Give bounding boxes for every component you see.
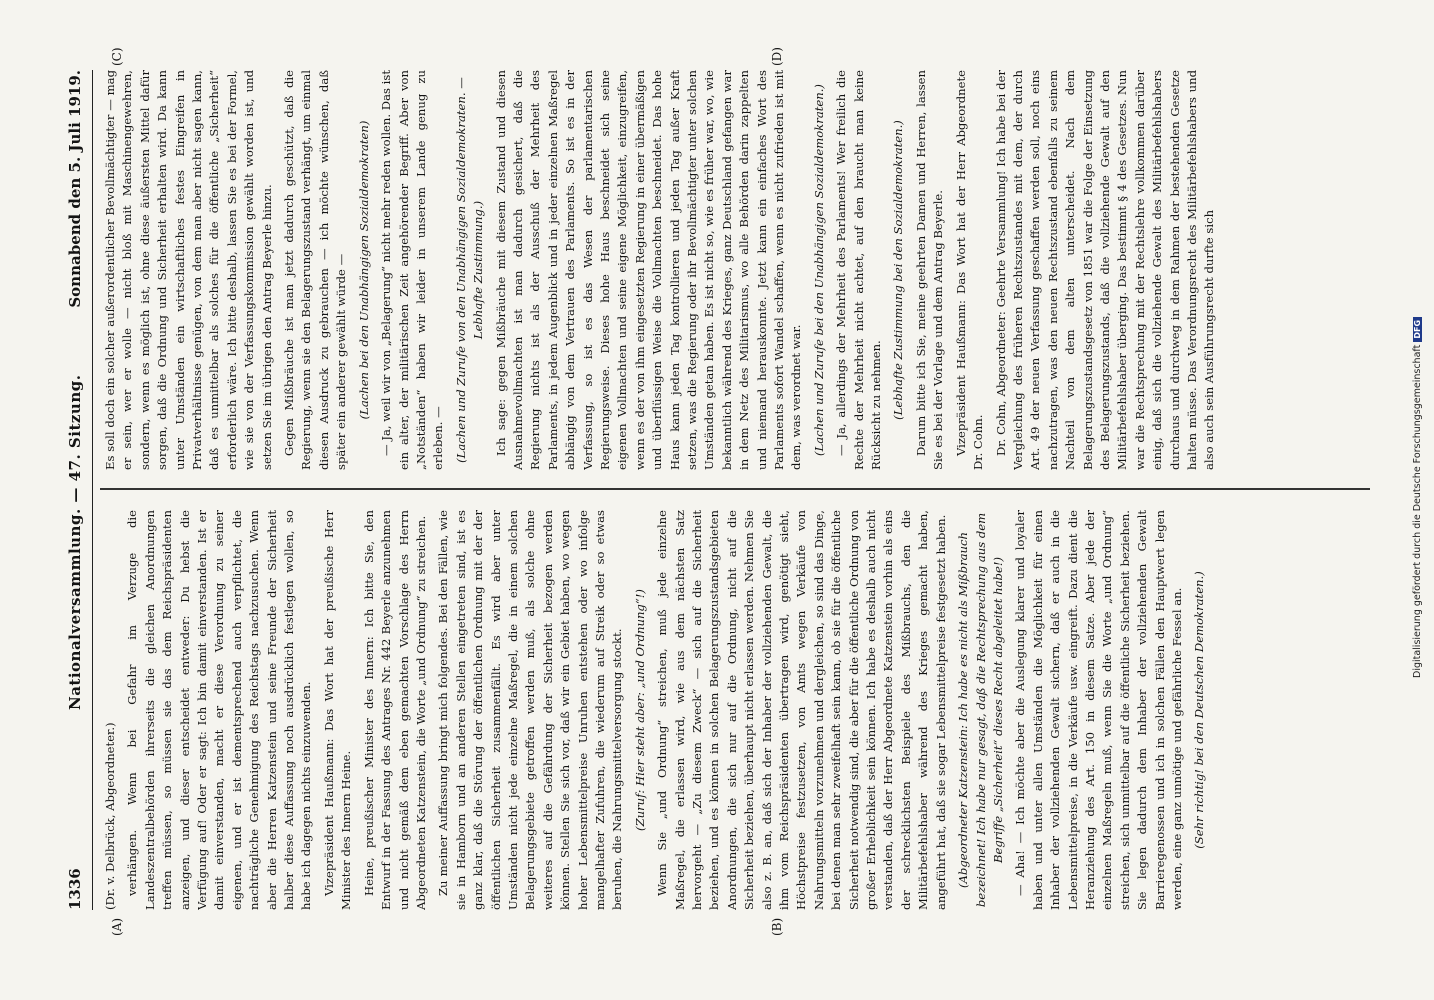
page-number: 1336: [66, 868, 84, 910]
left-column-paragraph: — Aha! — Ich möchte aber die Auslegung klarer und loyaler haben und unter allen Umständen die Möglichkeit für einen Inhaber der vollziehenden Gewalt sichern, daß er auch in die Lebensmittelpreise, in die Verkäufe usw. eingreift. Dazu dient die Heranziehung des Art. 150 in diesem Satze. Aber jede der einzelnen Maßregeln muß, wenn Sie die Worte „und Ordnung“ streichen, sich unmittelbar auf die öffentliche Sicherheit beziehen. Sie legen dadurch dem Inhaber der vollziehenden Gewalt Barrieregenossen und ich in solchen Fällen den Hauptwert legen werden, eine ganz unnötige und gefährliche Fessel an.: [1013, 510, 1184, 910]
right-column-paragraph: Vizepräsident Haußmann: Das Wort hat der Herr Abgeordnete Dr. Cohn.: [953, 70, 986, 470]
right-column-paragraph: Dr. Cohn, Abgeordneter: Geehrte Versammlung! Ich habe bei der Vergleichung des früheren Rechtszustandes mit dem, der durch Art. 49 der neuen Verfassung geschaffen werden soll, noch eins nachzutragen, was den neuen Rechtszustand ebenfalls zu seinem Nachteil von dem alten unterscheidet. Nach dem Belagerungszustandsgesetz von 1851 war die Folge der Einsetzung des Belagerungszustands, daß die vollziehende Gewalt auf den Militärbefehlshaber überging. Das bestimmt § 4 des Gesetzes. Nun war die Rechtsprechung mit der Rechtslehre vollkommen darüber einig, daß sich die vollziehende Gewalt des Militärbefehlshabers durchaus und durchweg in dem Rahmen der bestehenden Gesetze halten müsse. Das Verordnungsrecht des Militärbefehlshabers und also auch sein Ausführungsrecht durfte sich: [993, 70, 1217, 470]
left-column-paragraph: (Abgeordneter Katzenstein: Ich habe es nicht als Mißbrauch bezeichnet! Ich habe nur gesagt, daß die Rechtsprechung aus dem Begriffe „Sicherheit“ dieses Recht abgeleitet habe!): [956, 512, 1005, 908]
page-date: Sonnabend den 5. Juli 1919.: [66, 70, 84, 308]
right-column-paragraph: — Ja, allerdings der Mehrheit des Parlaments! Wer freilich die Rechte der Mehrheit nicht achtet, auf den braucht man keine Rücksicht zu nehmen.: [834, 70, 884, 470]
printed-sheet: [50, 47, 1390, 950]
page-title: Nationalversammlung. — 47. Sitzung.: [66, 374, 84, 710]
right-column-paragraph: Gegen Mißbräuche ist man jetzt dadurch geschützt, daß die Regierung, wenn sie den Belagerungszustand verhängt, um einmal diesen Ausdruck zu gebrauchen — ich möchte wünschen, daß später ein anderer gewählt würde —: [282, 70, 349, 470]
right-column: [102, 70, 1372, 470]
left-column-paragraph: Vizepräsident Haußmann: Das Wort hat der preußische Herr Minister des Innern Heine.: [321, 510, 354, 910]
dfg-logo: DFG: [1413, 317, 1422, 342]
left-column-paragraph: verhängen. Wenn bei Gefahr im Verzuge die Landeszentralbehörden ihrerseits die gleichen Anordnungen treffen müssen, so müssen sie das dem Reichspräsidenten anzeigen, und dieser entscheidet entweder: Du hebst die Verfügung auf! Oder er sagt: Ich bin damit einverstanden. Ist er damit einverstanden, macht er diese Verordnung zu seiner eigenen, und er ist dementsprechend auch verpflichtet, die nachträgliche Genehmigung des Reichstags nachzusuchen. Wenn aber die Herren Katzenstein und seine Freunde der Sicherheit halber diese Auffassung noch ausdrücklich festlegen wollen, so habe ich dagegen nichts einzuwenden.: [125, 510, 314, 910]
credit-text: Digitalisierung gefördert durch die Deutsche Forschungsgemeinschaft: [1412, 344, 1423, 678]
right-column-paragraph: (Lachen und Zurufe bei den Unabhängigen Sozialdemokraten.): [811, 84, 826, 456]
right-column-paragraph: Es soll doch ein solcher außerordentlicher Bevollmächtigter — mag er sein, wer er wolle — nicht bloß mit Maschinengewehren, sondern, wenn es möglich ist, ohne diese äußersten Mittel dafür sorgen, daß die Ordnung und Sicherheit erhalten wird. Da kann unter Umständen ein wirtschaftliches festes Eingreifen in Privatverhältnisse genügen, von dem man aber nicht sagen kann, daß es unmittelbar als solches für die öffentliche „Sicherheit“ erforderlich wäre. Ich bitte deshalb, lassen Sie es bei der Formel, wie sie von der Verfassungskommission gewählt worden ist, und setzen Sie im übrigen den Antrag Beyerle hinzu.: [103, 70, 274, 470]
left-column-paragraph: Heine, preußischer Minister des Innern: Ich bitte Sie, den Entwurf in der Fassung des Antrages Nr. 442 Beyerle anzunehmen und nicht gemäß dem eben gemachten Vorschlage des Herrn Abgeordneten Katzenstein, die Worte „und Ordnung“ zu streichen.: [361, 510, 428, 910]
left-column-paragraph: (Sehr richtig! bei den Deutschen Demokraten.): [1192, 571, 1207, 849]
marker-a: (A): [110, 917, 124, 936]
right-column-paragraph: — Ja, weil wir von „Belagerung“ nicht mehr reden wollen. Das ist ein alter, der militärischen Zeit angehörender Begriff. Aber von „Notständen“ haben wir leider in unserem Lande genug zu erleben. —: [379, 70, 446, 470]
right-column-paragraph: (Lachen und Zurufe von den Unabhängigen Sozialdemokraten. — Lebhafte Zustimmung.): [453, 77, 486, 463]
marker-b: (B): [770, 917, 784, 936]
right-column-paragraph: Ich sage: gegen Mißbräuche mit diesem Zustand und diesen Ausnahmevollmachten ist man dadurch gesichert, daß die Regierung nichts ist als der Ausschuß der Mehrheit des Parlaments, in jedem Augenblick und in jeder einzelnen Maßregel abhängig von dem Vertrauen des Parlaments. So ist es in der Verfassung, so ist es das Wesen der parlamentarischen Regierungsweise. Dieses hohe Haus beschneidet sich seine eigenen Vollmachten und seine eigene Möglichkeit, einzugreifen, wenn es der von ihm eingesetzten Regierung in einer übermäßigen und überflüssigen Weise die Vollmachten beschneidet. Das hohe Haus kann jeden Tag kontrollieren und jeden Tag außer Kraft setzen, was die Regierung oder ihr Bevollmächtigter unter solchen Umständen getan haben. Es ist nicht so, wie es früher war, wo, wie bekanntlich während des Krieges, ganz Deutschland gefangen war in dem Netz des Militarismus, wo alle Behörden darin zappelten und niemand herauskonnte. Jetzt kann ein einfaches Wort des Parlaments sofort Wandel schaffen, wenn es nicht zufrieden ist mit dem, was verordnet war.: [493, 70, 804, 470]
page-header: [58, 70, 93, 910]
left-column-paragraph: Zu meiner Auffassung bringt mich folgendes. Bei den Fällen, wie sie in Hamborn und an anderen Stellen eingetreten sind, ist es ganz klar, daß die Störung der öffentlichen Ordnung mit der der öffentlichen Sicherheit zusammenfällt. Es wird aber unter Umständen nicht jede einzelne Maßregel, die in einem solchen Belagerungsgebiete getroffen werden muß, als solche ohne weiteres auf die Gefährdung der Sicherheit bezogen werden können. Stellen Sie sich vor, daß wir ein Gebiet haben, wo wegen hoher Lebensmittelpreise Unruhen entstehen oder wo infolge mangelhafter Zufuhren, die wiederum auf Streik oder so etwas beruhen, die Nahrungsmittelversorgung stockt.: [436, 510, 625, 910]
right-column-paragraph: (Lebhafte Zustimmung bei den Sozialdemokraten.): [891, 120, 906, 420]
left-column-paragraph: (Zuruf: Hier steht aber: „und Ordnung“!): [632, 589, 647, 831]
left-column-paragraph: (Dr. v. Delbrück, Abgeordneter.): [103, 722, 117, 910]
marker-c: (C): [110, 47, 124, 66]
right-column-paragraph: (Lachen bei den Unabhängigen Sozialdemokraten): [356, 120, 371, 420]
digitization-credit: [1412, 10, 1428, 678]
right-column-paragraph: Darum bitte ich Sie, meine geehrten Damen und Herren, lassen Sie es bei der Vorlage und dem Antrag Beyerle.: [913, 70, 946, 470]
left-column: [102, 510, 1372, 910]
marker-d: (D): [770, 47, 784, 66]
column-divider: [100, 489, 1370, 491]
left-column-paragraph: Wenn Sie „und Ordnung“ streichen, muß jede einzelne Maßregel, die erlassen wird, wie aus dem nächsten Satz hervorgeht — „Zu diesem Zweck“ — sich auf die Sicherheit beziehen, und es können in solchen Belagerungszustandsgebieten Anordnungen, die sich nur auf die Ordnung, nicht auf die Sicherheit beziehen, überhaupt nicht erlassen werden. Nehmen Sie also z. B. an, daß sich der Inhaber der vollziehenden Gewalt, die ihm vom Reichspräsidenten übertragen wird, genötigt sieht, Höchstpreise festzusetzen, von Amts wegen Verkäufe von Nahrungsmitteln vorzunehmen und dergleichen, so sind das Dinge, bei denen man sehr zweifelhaft sein kann, ob sie für die öffentliche Sicherheit notwendig sind, die aber für die öffentliche Ordnung von großer Erheblichkeit sein können. Ich habe es deshalb auch nicht verstanden, daß der Herr Abgeordnete Katzenstein vorhin als eins der schrecklichsten Beispiele des Mißbrauchs, den die Militärbefehlshaber während des Krieges gemacht haben, angeführt hat, daß sie sogar Lebensmittelpreise festgesetzt haben.: [655, 510, 948, 910]
